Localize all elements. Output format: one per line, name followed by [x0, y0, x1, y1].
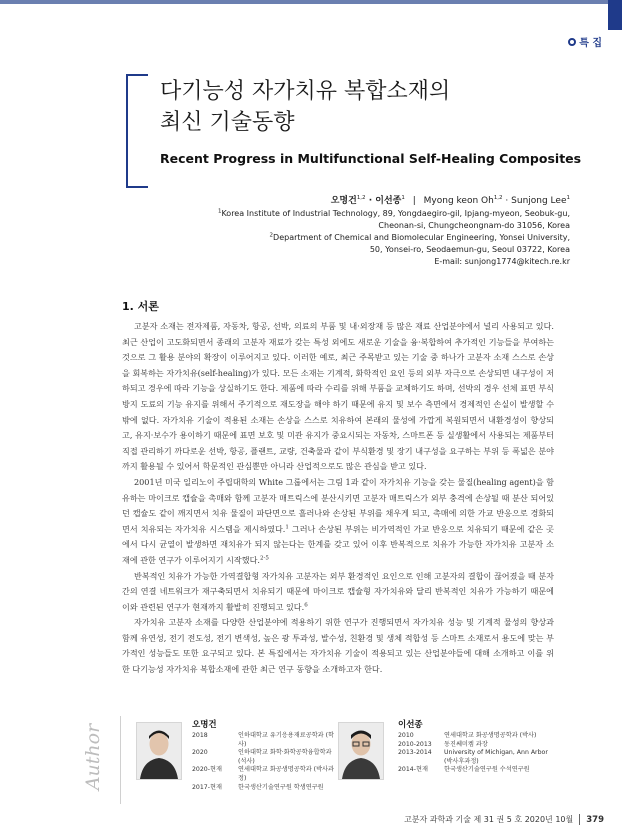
- title-bracket: [126, 74, 148, 188]
- cv-row: 2014-현재 한국생산기술연구원 수석연구원: [398, 766, 530, 774]
- article-title: [160, 76, 560, 138]
- author-1-name: 오명건: [192, 720, 217, 730]
- affiliations: $^1$Korea Institute of Industrial Technology, 89, Yongdaegiro-gil, Ipjang-myeon, Seobuk-gu, Cheonan-si, Chungcheongnam-do 31056, Korea $^2$Department of Chemical and Biomolecular Engineering, Yonsei University, 50, Yonsei-ro, Seodaemun-gu, Seoul 03722, Korea E-mail: sunjong1774@kitech.re.kr: [170, 208, 570, 268]
- author-1-cv: [192, 732, 334, 792]
- section-label: [568, 34, 602, 49]
- author-2-cv: [398, 732, 548, 775]
- journal-info: 고분자 과학과 기술 제 31 권 5 호 2020년 10월: [404, 815, 574, 824]
- body-text: [122, 319, 554, 678]
- cv-row: 2010-2013 동진쎄미켐 과장: [398, 740, 488, 748]
- top-rule: [0, 0, 622, 4]
- page-footer: [404, 814, 604, 825]
- paragraph-4: 자가치유 고분자 소재를 다양한 산업분야에 적용하기 위한 연구가 진행되면서 자가치유 성능 및 기계적 물성의 향상과 함께 유연성, 전기 전도성, 전기 변색성, 높은 광 투과성, 발수성, 친환경 및 생체 적합성 등 스마트 소재로서 용도에 맞는 부가적인 성능들도 또한 요구되고 있다. 본 특집에서는 자가치유 기술이 적용되고 있는 산업분야들에 대해 소개하고 이를 위한 다기능성 자가치유 복합소재에 관한 최근 연구 동향을 소개하고자 한다.: [122, 617, 554, 675]
- author-1-photo: [136, 722, 182, 780]
- cv-row: 2017-현재 한국생산기술연구원 학생연구원: [192, 783, 324, 791]
- cv-row: 2013-2014 University of Michigan, Ann Arbor (박사후과정): [398, 749, 548, 765]
- cv-row: 2010 연세대학교 화공생명공학과 (박사): [398, 732, 537, 739]
- corner-tab: [608, 0, 622, 30]
- byline: 오명건$^{1,2}$ · 이선종$^1$ | Myong keon Oh$^{1,2}$ · Sunjong Lee$^1$: [330, 195, 570, 206]
- cv-row: 2018 인하대학교 유기응용재료공학과 (학사): [192, 732, 335, 748]
- bullet-icon: [568, 38, 576, 46]
- cv-row: 2020-현재 연세대학교 화공생명공학과 (박사과정): [192, 766, 335, 782]
- email: E-mail: sunjong1774@kitech.re.kr: [434, 257, 570, 266]
- paragraph-3: 반복적인 치유가 가능한 가역결합형 자가치유 고분자는 외부 환경적인 요인으로 인해 고분자의 결합이 끊어졌을 때 분자 간의 연결 네트워크가 재구축되면서 치유되기 때문에 마이크로 캡슐형 자가치유와 달리 반복적인 치유가 가능하기 때문에 이와 관련된 연구가 현재까지 활발히 진행되고 있다.$^6$: [122, 570, 554, 612]
- title-line-1: 다기능성 자가치유 복합소재의: [160, 79, 451, 104]
- author-1-en: Myong keon Oh: [423, 196, 494, 206]
- section-label-text: 특 집: [579, 38, 602, 49]
- author-1-kr: 오명건: [330, 196, 357, 206]
- author-2-photo: [338, 722, 384, 780]
- english-subtitle: Recent Progress in Multifunctional Self-Healing Composites: [160, 151, 582, 166]
- paragraph-1: 고분자 소재는 전자제품, 자동차, 항공, 선박, 의료의 부품 및 내·외장재 등 많은 재료 산업분야에서 널리 사용되고 있다. 최근 산업이 고도화되면서 종래의 고분자 재료가 갖는 특성 외에도 새로운 기술을 융·복합하여 추가적인 기능들을 부여하는 것으로 그 활용 분야의 확장이 이루어지고 있다. 이러한 예로, 최근 주목받고 있는 기술 중 하나가 고분자 소재 스스로 손상을 회복하는 자가치유(self-healing)가 있다. 모든 소재는 기계적, 화학적인 요인 등의 외부 자극으로 손상되면 내구성이 저하되고 경우에 따라 기능을 상실하기도 한다. 제품에 따라 수리를 위해 부품을 교체하기도 하며, 선박의 경우 선체 표면 부식방지 도료의 기능 유지를 위해서 주기적으로 재도장을 해야 하기 때문에 유지 및 보수 측면에서 경제적인 손실이 발생할 수밖에 없다. 자가치유 기술이 적용된 소재는 손상을 스스로 치유하여 본래의 물성에 가깝게 복원되면서 내환경성이 향상되고, 유지·보수가 용이하기 때문에 표면 보호 및 미관 유지가 중요시되는 자동차, 스마트폰 등 실생활에서 사용되는 제품부터 직접 관리하기 까다로운 선박, 항공, 플랜트, 교량, 건축물과 같이 부식환경 및 장기 내구성을 요구하는 부위 등 폭넓은 분야까지 활용될 수 있어서 학문적인 관심뿐만 아니라 산업적으로도 많은 관심을 받고 있다.: [122, 321, 554, 472]
- page-number: 379: [586, 814, 604, 825]
- author-2-name: 이선종: [398, 720, 423, 730]
- author-2-kr: 이선종: [375, 196, 402, 206]
- author-2-en: Sunjong Lee: [511, 196, 567, 206]
- title-line-2: 최신 기술동향: [160, 110, 295, 135]
- author-divider: [120, 716, 121, 804]
- cv-row: 2020 인하대학교 화학·화학공학융합학과 (석사): [192, 749, 332, 765]
- author-label: Author: [82, 723, 105, 791]
- section-heading: 1. 서론: [122, 300, 159, 313]
- paragraph-2: 2001년 미국 일리노이 주립대학의 White 그룹에서는 그림 1과 같이 자가치유 기능을 갖는 물질(healing agent)을 함유하는 마이크로 캡슐을 촉매와 함께 고분자 매트릭스에 분산시키면 고분자 매트릭스가 외부 충격에 손상될 때 분산 되어있던 캡슐도 같이 깨지면서 치유 물질이 파단면으로 흘러나와 손상된 부위를 채우게 되고, 촉매에 의한 가교 반응으로 경화되면서 치유되는 자가치유 시스템을 제시하였다.$^1$ 그러나 손상된 부위는 비가역적인 가교 반응으로 치유되기 때문에 같은 곳에서 다시 균열이 발생하면 재치유가 되지 않는다는 한계를 갖고 있어 이후 반복적으로 치유가 가능한 자가치유 고분자 소재에 관한 연구가 이루어지기 시작했다.$^{2-5}$: [122, 476, 554, 565]
